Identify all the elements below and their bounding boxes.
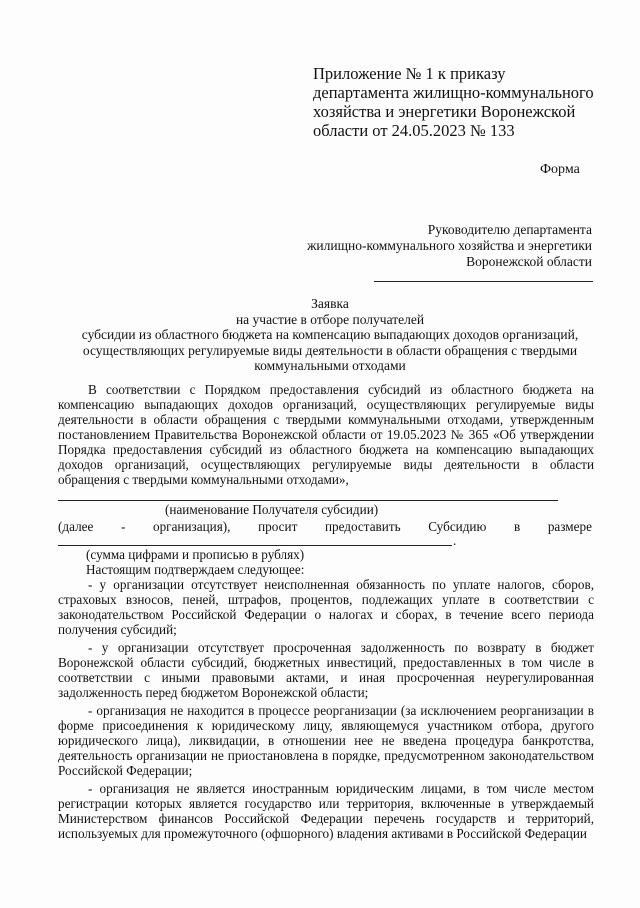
title-line-4: осуществляющих регулируемые виды деятельности в области обращения с твердыми: [82, 342, 578, 358]
appendix-line-4: области от 24.05.2023 № 133: [313, 121, 515, 140]
recipient-name-blank: [58, 500, 558, 501]
confirm-items: [58, 577, 594, 841]
addressee-line-1: Руководителю департамента: [427, 222, 592, 237]
signature-blank-line: [374, 281, 593, 282]
request-word-8: размере: [547, 519, 592, 534]
title-line-3: субсидии из областного бюджета на компенсацию выпадающих доходов организаций,: [81, 327, 579, 342]
confirm-item-2: - у организации отсутствует просроченная задолженность по возврату в бюджет Воронежской области субсидий, бюджетных инвестиций, предоставленных в том числе в соответствии с иными правовыми актами, и иная просроченная неурегулированная задолженность перед бюджетом Воронежской области;: [58, 640, 594, 700]
request-word-4: просит: [258, 519, 298, 534]
document-title: [60, 296, 600, 374]
confirm-item-3: - организация не находится в процессе реорганизации (за исключением реорганизации в форме присоединения к юридическому лицу, являющемуся участником отбора, другого юридического лица), ликвидации, в отношении нее не введена процедура банкротства, деятельность организации не приостановлена в порядке, предусмотренном законодательством Российской Федерации;: [58, 703, 594, 778]
amount-blank: [58, 545, 452, 546]
addressee-block: [272, 222, 592, 270]
confirm-item-1: - у организации отсутствует неисполненная обязанность по уплате налогов, сборов, страховых взносов, пеней, штрафов, процентов, подлежащих уплате в соответствии с законодательством Российской Федерации о налогах и сборах, в течение всего периода получения субсидий;: [58, 577, 594, 637]
request-word-3: организация),: [152, 519, 231, 534]
recipient-caption: (наименование Получателя субсидии): [165, 502, 379, 517]
title-line-2: на участие в отборе получателей: [235, 311, 425, 327]
request-word-1: (далее: [58, 519, 94, 534]
amount-caption: (сумма цифрами и прописью в рублях): [86, 547, 305, 562]
confirm-heading: Настоящим подтверждаем следующее:: [86, 562, 305, 577]
request-word-7: в: [513, 519, 521, 534]
addressee-line-2: жилищно-коммунального хозяйства и энергетики: [307, 238, 592, 253]
amount-trailing-dot: .: [453, 533, 457, 548]
request-word-5: предоставить: [324, 519, 401, 534]
title-line-1: Заявка: [311, 296, 349, 311]
appendix-line-2: департамента жилищно-коммунального: [313, 83, 594, 102]
title-line-5: коммунальными отходами: [254, 358, 406, 373]
request-word-6: Субсидию: [428, 519, 487, 534]
appendix-line-1: Приложение № 1 к приказу: [313, 64, 506, 83]
appendix-header: [313, 64, 613, 140]
addressee-line-3: Воронежской области: [466, 254, 592, 269]
appendix-line-3: хозяйства и энергетики Воронежской: [313, 102, 576, 121]
intro-section: [58, 382, 594, 487]
confirm-item-4: - организация не является иностранным юридическим лицами, в том числе местом регистрации которых является государство или территория, включенные в утверждаемый Министерством финансов Российской Федерации перечень государств и территорий, используемых для промежуточного (офшорного) владения активами в Российской Федерации: [58, 781, 594, 841]
request-line: [58, 519, 592, 534]
intro-paragraph: В соответствии с Порядком предоставления субсидий из областного бюджета на компенсацию выпадающих доходов организаций, осуществляющих регулируемые виды деятельности в области обращения с твердыми коммунальными отходами, утвержденным постановлением Правительства Воронежской области от 19.05.2023 № 365 «Об утверждении Порядка предоставления субсидий из областного бюджета на компенсацию выпадающих доходов организаций, осуществляющих регулируемые виды деятельности в области обращения с твердыми коммунальными отходами»,: [58, 382, 594, 487]
form-label: Форма: [540, 162, 580, 177]
request-word-2: -: [120, 519, 126, 534]
